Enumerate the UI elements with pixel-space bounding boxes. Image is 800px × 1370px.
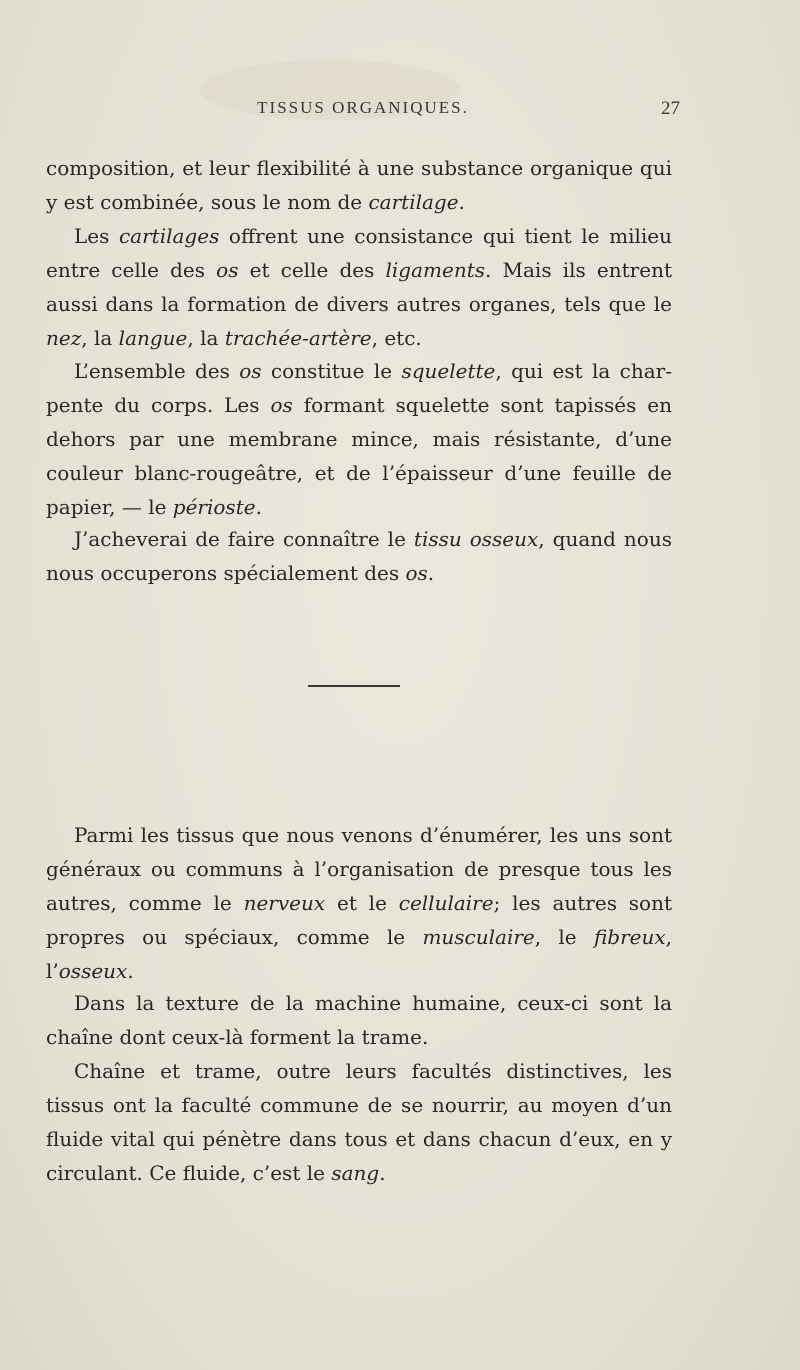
paragraph-7: Chaîne et trame, outre leurs facultés distinctives, les tissus ont la faculté commune de se nourrir, au moyen d’un fluide vital qui pénètre dans tous et dans chacun d’eux, en y circulant. Ce fluide, c’est le sang.	[46, 1059, 672, 1185]
page-number: 27	[661, 98, 680, 119]
section-divider	[308, 685, 400, 687]
paragraph-1: composition, et leur flexibilité à une substance organique qui y est combinée, sous le nom de cartilage.	[46, 156, 672, 214]
paragraph-5: Parmi les tissus que nous venons d’énumérer, les uns sont généraux ou communs à l’organisation de presque tous les autres, comme le nerveux et le cellulaire; les autres sont propres ou spéciaux, comme le musculaire, le fibreux, l’osseux.	[46, 823, 673, 983]
paragraph-2: Les cartilages offrent une consistance qui tient le milieu entre celle des os et celle des ligaments. Mais ils entrent aussi dans la formation de divers autres organes, tels que le nez, la langue, la trachée-artère, etc.	[46, 224, 672, 350]
paragraph-6: Dans la texture de la machine humaine, ceux-ci sont la chaîne dont ceux-là forment la trame.	[46, 991, 672, 1049]
paragraph-3: L’ensemble des os constitue le squelette, qui est la char- pente du corps. Les os formant squelette sont tapissés en dehors par une membrane mince, mais résistante, d’une couleur blanc-rougeâtre, et de l’épaisseur d’une feuille de papier, — le périoste.	[46, 359, 672, 519]
running-title: TISSUS ORGANIQUES.	[257, 98, 469, 117]
running-head	[46, 98, 680, 126]
paragraph-4: J’acheverai de faire connaître le tissu osseux, quand nous nous occuperons spécialement des os.	[46, 527, 672, 585]
